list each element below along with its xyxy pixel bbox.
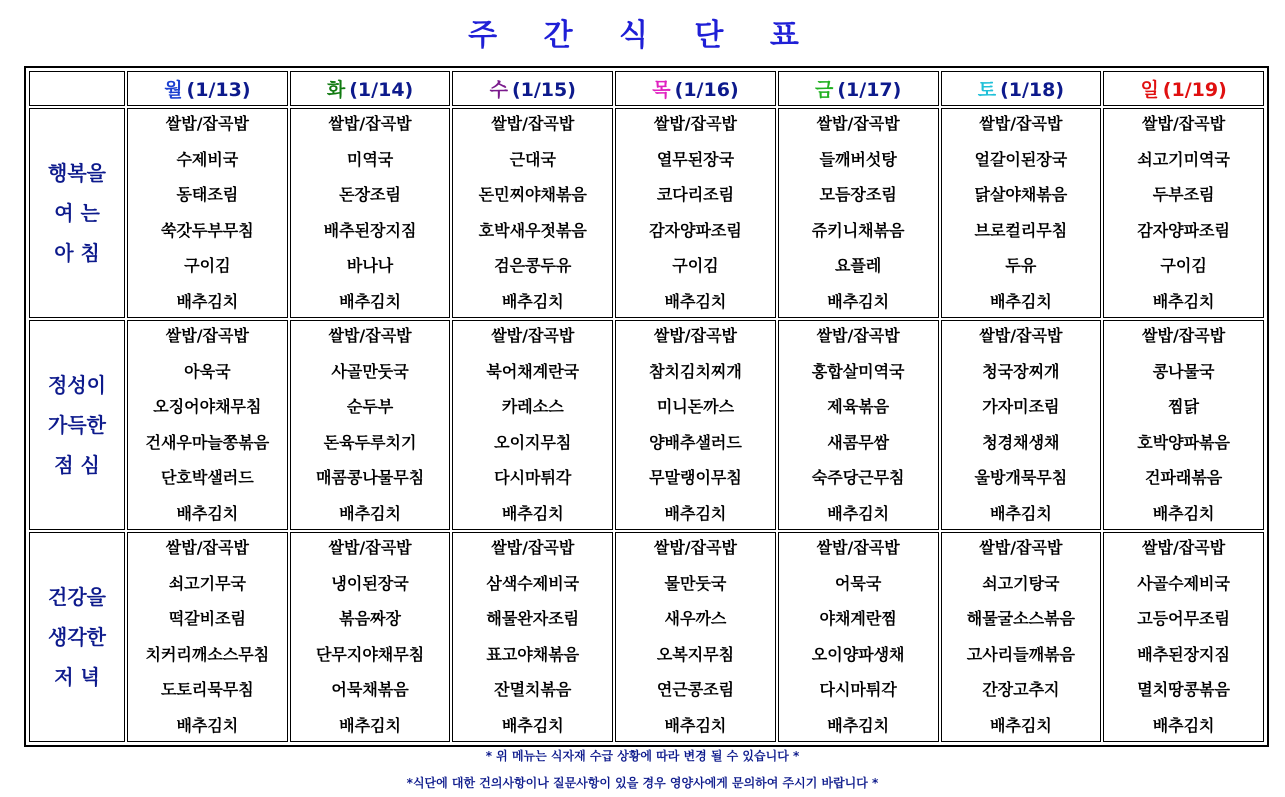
menu-cell (778, 532, 939, 742)
dish-item: 구이김 (1160, 256, 1207, 276)
weekly-menu-table (24, 66, 1269, 747)
dish-item: 쌀밥/잡곡밥 (816, 538, 900, 557)
dish-item: 배추김치 (1152, 715, 1215, 735)
dish-item: 울방개묵무침 (974, 468, 1068, 488)
dish-item: 건파래볶음 (1144, 468, 1223, 488)
menu-cell (1103, 532, 1264, 742)
dish-item: 오이양파생채 (811, 644, 905, 664)
dish-item: 배추김치 (664, 291, 727, 311)
menu-cell (615, 108, 776, 318)
dish-item: 멸치땅콩볶음 (1137, 680, 1230, 700)
day-header (1103, 71, 1264, 106)
dish-item: 쑥갓두부무침 (160, 220, 254, 240)
meal-label-line: 행복을 (48, 161, 106, 185)
dish-item: 단무지야채무침 (315, 644, 425, 664)
dish-item: 도토리묵무침 (160, 680, 254, 700)
dish-item: 볶음짜장 (339, 609, 401, 629)
menu-cell (778, 108, 939, 318)
dish-item: 쌀밥/잡곡밥 (979, 538, 1063, 557)
dish-item: 어묵채볶음 (331, 680, 409, 700)
dish-item: 배추김치 (339, 291, 401, 311)
dish-item: 양배추샐러드 (649, 432, 742, 452)
dish-item: 쌀밥/잡곡밥 (653, 538, 738, 557)
day-name: 일 (1140, 79, 1159, 101)
dish-item: 배추김치 (664, 715, 727, 735)
dish-item: 쌀밥/잡곡밥 (328, 326, 412, 345)
dish-item: 물만둣국 (664, 573, 727, 593)
dish-item: 배추김치 (1152, 291, 1215, 311)
menu-cell (941, 108, 1102, 318)
dish-item: 숙주당근무침 (811, 468, 905, 488)
dish-item: 구이김 (184, 256, 231, 276)
dish-item: 배추김치 (989, 503, 1052, 523)
dish-item: 구이김 (672, 256, 719, 276)
dish-item: 배추김치 (501, 291, 564, 311)
meal-label-line: 점 심 (54, 453, 100, 477)
dish-item: 미니돈까스 (656, 397, 735, 417)
dish-item: 가자미조림 (982, 397, 1060, 417)
dish-item: 쌀밥/잡곡밥 (979, 326, 1063, 345)
dish-item: 무말랭이무침 (649, 468, 742, 488)
meal-label-line: 아 침 (54, 241, 100, 265)
dish-item: 순두부 (346, 397, 394, 417)
dish-item: 배추김치 (827, 715, 890, 735)
dish-item: 아욱국 (184, 361, 231, 381)
menu-cell (1103, 320, 1264, 530)
dish-item: 쌀밥/잡곡밥 (1142, 326, 1226, 345)
dish-item: 잔멸치볶음 (494, 680, 572, 700)
dish-item: 열무된장국 (656, 149, 735, 169)
inquiry-notice: *식단에 대한 건의사항이나 질문사항이 있을 경우 영양사에게 문의하여 주시기 바랍니다 * (406, 776, 879, 790)
dish-item: 배추김치 (339, 715, 401, 735)
dish-item: 쥬키니채볶음 (811, 220, 905, 240)
day-date: (1/13) (186, 79, 251, 101)
day-header (941, 71, 1102, 106)
dish-item: 배추김치 (501, 503, 564, 523)
day-header (127, 71, 288, 106)
dish-item: 냉이된장국 (331, 573, 409, 593)
menu-cell (452, 532, 613, 742)
meal-label-line: 저 녁 (54, 665, 100, 689)
day-date: (1/14) (349, 79, 414, 101)
dish-item: 쌀밥/잡곡밥 (165, 326, 249, 345)
dish-item: 쌀밥/잡곡밥 (1142, 114, 1226, 133)
day-date: (1/18) (1000, 79, 1065, 101)
meal-label-line: 건강을 (48, 585, 106, 609)
menu-cell (941, 320, 1102, 530)
dish-item: 배추김치 (989, 715, 1052, 735)
dish-item: 삼색수제비국 (486, 573, 580, 593)
dish-item: 배추김치 (339, 503, 401, 523)
dish-item: 다시마튀각 (494, 468, 572, 488)
day-date: (1/15) (511, 79, 576, 101)
dish-item: 수제비국 (176, 149, 239, 169)
dish-item: 청국장찌개 (982, 361, 1060, 381)
day-name: 화 (326, 79, 346, 101)
dish-item: 고등어무조림 (1137, 609, 1230, 629)
day-header (778, 71, 939, 106)
dish-item: 돈장조림 (339, 185, 401, 205)
menu-cell (615, 320, 776, 530)
dish-item: 매콤콩나물무침 (315, 468, 425, 488)
menu-cell (127, 320, 288, 530)
dish-item: 쇠고기탕국 (982, 573, 1060, 593)
dish-item: 쌀밥/잡곡밥 (653, 114, 738, 133)
dish-item: 검은콩두유 (494, 256, 572, 276)
dish-item: 배추김치 (176, 503, 239, 523)
menu-cell (1103, 108, 1264, 318)
menu-cell (127, 532, 288, 742)
dish-item: 배추김치 (176, 715, 239, 735)
dish-item: 돈민찌야채볶음 (478, 185, 587, 205)
dish-item: 배추김치 (176, 291, 239, 311)
meal-label-line: 정성이 (48, 373, 106, 397)
day-header (452, 71, 613, 106)
dish-item: 해물굴소스볶음 (966, 609, 1075, 629)
dish-item: 다시마튀각 (819, 680, 897, 700)
dish-item: 두유 (1005, 256, 1037, 276)
dish-item: 사골수제비국 (1137, 573, 1230, 593)
dish-item: 동태조림 (176, 185, 239, 205)
dish-item: 쌀밥/잡곡밥 (816, 114, 900, 133)
day-date: (1/17) (837, 79, 902, 101)
dish-item: 쌀밥/잡곡밥 (328, 114, 412, 133)
dish-item: 북어채계란국 (486, 361, 580, 381)
dish-item: 바나나 (346, 256, 394, 276)
dish-item: 감자양파조림 (1137, 220, 1230, 240)
dish-item: 홍합살미역국 (811, 361, 905, 381)
meal-label-line: 여 는 (54, 201, 100, 225)
dish-item: 고사리들깨볶음 (966, 644, 1075, 664)
dish-item: 배추김치 (1152, 503, 1215, 523)
dish-item: 카레소스 (501, 397, 564, 417)
dish-item: 오이지무침 (494, 432, 572, 452)
menu-cell (778, 320, 939, 530)
day-name: 토 (977, 79, 997, 101)
corner-cell (29, 71, 125, 106)
dish-item: 얼갈이된장국 (974, 149, 1068, 169)
dish-item: 요플레 (834, 256, 882, 276)
dish-item: 찜닭 (1168, 397, 1200, 417)
day-name: 목 (652, 79, 671, 101)
dish-item: 간장고추지 (982, 680, 1060, 700)
dish-item: 단호박샐러드 (160, 468, 254, 488)
dish-item: 모듬장조림 (819, 185, 897, 205)
dish-item: 배추된장지짐 (1137, 644, 1230, 664)
meal-label-line: 가득한 (48, 413, 106, 437)
dish-item: 새우까스 (664, 609, 727, 629)
dish-item: 오복지무침 (656, 644, 735, 664)
dish-item: 떡갈비조림 (168, 609, 246, 629)
dish-item: 제육볶음 (827, 397, 890, 417)
dish-item: 돈육두루치기 (323, 432, 417, 452)
dish-item: 콩나물국 (1152, 361, 1215, 381)
dish-item: 미역국 (346, 149, 394, 169)
dish-item: 참치김치찌개 (649, 361, 742, 381)
dish-item: 쌀밥/잡곡밥 (1142, 538, 1226, 557)
dish-item: 건새우마늘쫑볶음 (145, 432, 270, 452)
page-title: 주 간 식 단 표 (468, 18, 817, 53)
dish-item: 새콤무쌈 (827, 432, 890, 452)
menu-cell (941, 532, 1102, 742)
day-name: 금 (815, 79, 834, 101)
dish-item: 쌀밥/잡곡밥 (328, 538, 412, 557)
day-header (290, 71, 451, 106)
meal-row (29, 532, 1264, 742)
dish-item: 배추김치 (989, 291, 1052, 311)
dish-item: 배추된장지짐 (323, 220, 417, 240)
dish-item: 해물완자조림 (486, 609, 580, 629)
dish-item: 청경채생채 (982, 432, 1060, 452)
dish-item: 치커리깨소스무침 (145, 644, 270, 664)
menu-cell (615, 532, 776, 742)
meal-label (29, 532, 125, 742)
dish-item: 브로컬리무침 (974, 220, 1068, 240)
dish-item: 쇠고기무국 (168, 573, 246, 593)
day-name: 월 (164, 79, 183, 101)
dish-item: 닭살야채볶음 (974, 185, 1068, 205)
dish-item: 쌀밥/잡곡밥 (165, 538, 249, 557)
dish-item: 야채계란찜 (819, 609, 897, 629)
dish-item: 쌀밥/잡곡밥 (491, 538, 575, 557)
dish-item: 배추김치 (827, 291, 890, 311)
dish-item: 호박새우젓볶음 (478, 220, 587, 240)
dish-item: 들깨버섯탕 (819, 149, 897, 169)
dish-item: 두부조림 (1152, 185, 1215, 205)
meal-row (29, 108, 1264, 318)
menu-cell (452, 320, 613, 530)
dish-item: 쌀밥/잡곡밥 (165, 114, 249, 133)
dish-item: 쌀밥/잡곡밥 (816, 326, 900, 345)
dish-item: 쌀밥/잡곡밥 (491, 326, 575, 345)
dish-item: 표고야채볶음 (486, 644, 580, 664)
day-date: (1/19) (1162, 79, 1227, 101)
menu-cell (290, 108, 451, 318)
dish-item: 배추김치 (501, 715, 564, 735)
dish-item: 쌀밥/잡곡밥 (491, 114, 575, 133)
dish-item: 근대국 (509, 149, 556, 169)
dish-item: 사골만둣국 (331, 361, 409, 381)
menu-cell (127, 108, 288, 318)
meal-row (29, 320, 1264, 530)
menu-change-notice: * 위 메뉴는 식자재 수급 상황에 따라 변경 될 수 있습니다 * (485, 749, 800, 763)
meal-label (29, 108, 125, 318)
dish-item: 쇠고기미역국 (1137, 149, 1230, 169)
menu-cell (290, 320, 451, 530)
dish-item: 연근콩조림 (656, 680, 735, 700)
meal-label (29, 320, 125, 530)
dish-item: 배추김치 (827, 503, 890, 523)
dish-item: 쌀밥/잡곡밥 (979, 114, 1063, 133)
dish-item: 코다리조림 (656, 185, 735, 205)
dish-item: 배추김치 (664, 503, 727, 523)
dish-item: 오징어야채무침 (153, 397, 262, 417)
day-name: 수 (489, 79, 508, 101)
dish-item: 감자양파조림 (649, 220, 742, 240)
dish-item: 쌀밥/잡곡밥 (653, 326, 738, 345)
meal-label-line: 생각한 (48, 625, 106, 649)
dish-item: 어묵국 (834, 573, 882, 593)
menu-cell (290, 532, 451, 742)
menu-cell (452, 108, 613, 318)
day-header (615, 71, 776, 106)
day-date: (1/16) (674, 79, 739, 101)
dish-item: 호박양파볶음 (1137, 432, 1230, 452)
